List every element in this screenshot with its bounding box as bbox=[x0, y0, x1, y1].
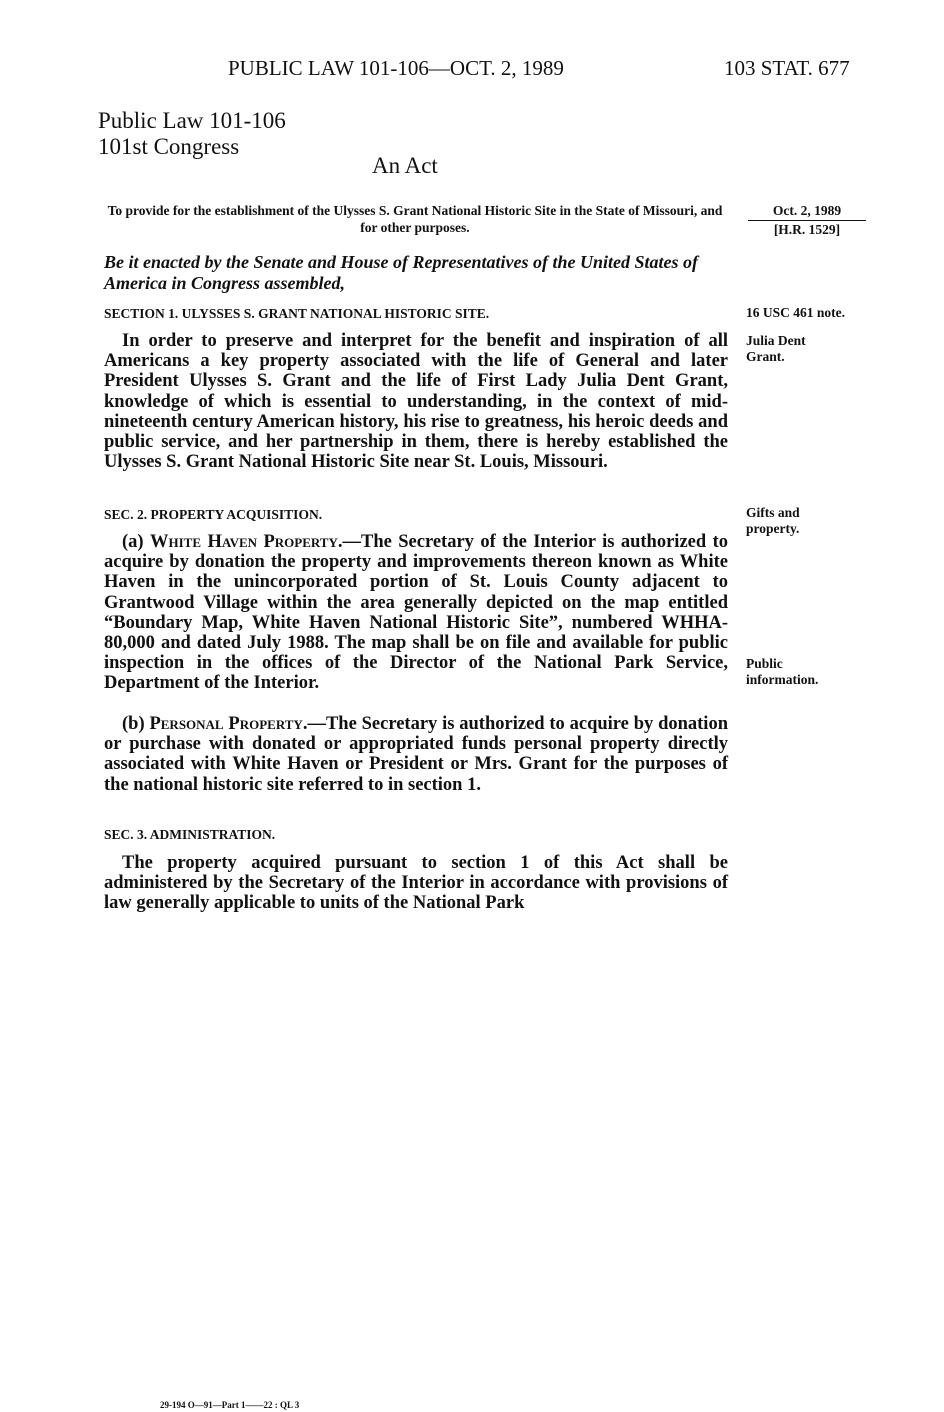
section-2a-paragraph bbox=[104, 532, 728, 694]
section-3-text: The property acquired pursuant to section 1 of this Act shall be administered by the Secretary of the Interior in accordance with provisions of law generally applicable to units of the National Park bbox=[104, 853, 728, 914]
margin-note-public-information: Public information. bbox=[746, 656, 819, 687]
subsection-b-caption: Personal Property. bbox=[149, 714, 308, 734]
section-1-heading: SECTION 1. ULYSSES S. GRANT NATIONAL HISTORIC SITE. bbox=[104, 306, 490, 321]
law-title-block bbox=[98, 108, 286, 160]
section-3-heading: SEC. 3. ADMINISTRATION. bbox=[104, 827, 276, 842]
stat-page-number: 103 STAT. 677 bbox=[724, 56, 850, 80]
subsection-a-label: (a) bbox=[122, 532, 144, 552]
subsection-a-text: —The Secretary of the Interior is authorized to acquire by donation the property and improvements thereon known as White Haven in the unincorporated portion of St. Louis County adjacent to Grantwood Village within the area generally depicted on the map entitled “Boundary Map, White Haven National Historic Site”, numbered WHHA-80,000 and dated July 1988. The map shall be on file and available for public inspection in the offices of the Director of the National Park Service, Department of the Interior. bbox=[104, 532, 728, 694]
act-purpose: To provide for the establishment of the Ulysses S. Grant National Historic Site in the State of Missouri, and for other purposes. bbox=[107, 203, 723, 235]
enactment-date: Oct. 2, 1989 bbox=[748, 202, 866, 221]
enacting-clause: Be it enacted by the Senate and House of Representatives of the United States of America in Congress assembled, bbox=[104, 252, 698, 293]
bill-number: [H.R. 1529] bbox=[773, 222, 841, 237]
margin-note-usc: 16 USC 461 note. bbox=[746, 305, 846, 320]
section-2-heading: SEC. 2. PROPERTY ACQUISITION. bbox=[104, 507, 323, 522]
subsection-b-label: (b) bbox=[122, 714, 145, 734]
section-2b-paragraph bbox=[104, 714, 728, 795]
margin-note-julia-dent-grant: Julia Dent Grant. bbox=[746, 333, 806, 364]
subsection-a-caption: White Haven Property. bbox=[150, 532, 343, 552]
enactment-date-box bbox=[748, 202, 866, 238]
congress-label: 101st Congress bbox=[98, 134, 240, 159]
print-code-footer: 29-194 O—91—Part 1——22 : QL 3 bbox=[160, 1400, 300, 1410]
an-act-heading: An Act bbox=[372, 153, 438, 178]
subsection-b-text: —The Secretary is authorized to acquire by donation or purchase with donated or appropriated funds personal property directly associated with White Haven or President or Mrs. Grant for the purposes of the national historic site referred to in section 1. bbox=[104, 714, 728, 795]
public-law-number: Public Law 101-106 bbox=[98, 108, 286, 133]
section-1-text: In order to preserve and interpret for the benefit and inspiration of all Americans a key property associated with the life of General and later President Ulysses S. Grant and the life of First Lady Julia Dent Grant, knowledge of which is essential to understanding, in the context of mid-nineteenth century American history, his rise to greatness, his heroic deeds and public service, and her partnership in them, there is hereby established the Ulysses S. Grant National Historic Site near St. Louis, Missouri. bbox=[104, 331, 728, 473]
margin-note-gifts-and-property: Gifts and property. bbox=[746, 505, 800, 536]
running-title: PUBLIC LAW 101-106—OCT. 2, 1989 bbox=[228, 56, 564, 80]
